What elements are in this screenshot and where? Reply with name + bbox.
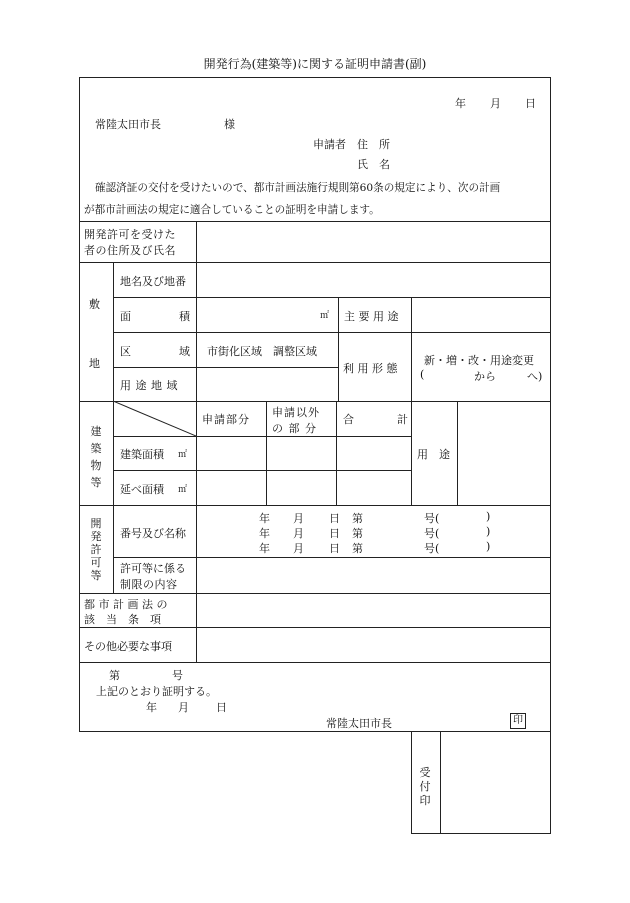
row-close: )	[486, 510, 491, 523]
site-vertical-label-1: 敷	[89, 298, 100, 311]
main-use-label: 主 要 用 途	[344, 310, 399, 323]
cert-signer: 常陸太田市長	[326, 717, 392, 730]
floor-area-label: 延べ面積	[120, 483, 164, 496]
cert-month: 月	[178, 701, 189, 714]
place-label: 地名及び地番	[120, 275, 186, 288]
col-total-2: 計	[397, 413, 408, 426]
area-unit: ㎡	[320, 311, 330, 321]
date-year: 年	[455, 97, 466, 110]
cert-go: 号	[172, 669, 183, 682]
applicant-label: 申請者	[313, 138, 346, 151]
row-day: 日	[329, 527, 340, 540]
seal-box: 印	[510, 713, 526, 729]
building-use-label: 用 途	[417, 448, 450, 461]
cert-year: 年	[146, 701, 157, 714]
row-go: 号(	[424, 512, 440, 525]
permit-holder-label-2: 者の住所及び氏名	[84, 244, 176, 257]
date-month: 月	[490, 97, 501, 110]
row-go: 号(	[424, 527, 440, 540]
cert-day: 日	[216, 701, 227, 714]
row-dai: 第	[352, 542, 363, 555]
land-use-open: (	[420, 368, 425, 381]
building-area-unit: ㎡	[178, 450, 188, 460]
row-month: 月	[293, 542, 304, 555]
city-plan-law-label-2: 該 当 条 項	[84, 613, 161, 626]
addressee: 常陸太田市長	[95, 118, 161, 131]
dev-permit-vertical-label: 開発許可等	[90, 517, 102, 582]
use-zone-label: 用 途 地 域	[120, 379, 178, 392]
zone-label-1: 区	[120, 345, 131, 358]
row-day: 日	[329, 512, 340, 525]
land-use-close: へ)	[527, 370, 543, 383]
row-month: 月	[293, 512, 304, 525]
restriction-label-2: 制限の内容	[120, 578, 178, 591]
zone-value: 市街化区域 調整区域	[207, 345, 317, 358]
row-dai: 第	[352, 527, 363, 540]
restriction-label-1: 許可等に係る	[120, 562, 186, 575]
row-year: 年	[259, 542, 270, 555]
building-vertical-label: 建築物等	[90, 425, 102, 489]
form-title: 開発行為(建築等)に関する証明申請書(副)	[203, 57, 427, 71]
land-use-label: 利 用 形 態	[343, 362, 398, 375]
diagonal-line	[113, 401, 196, 436]
receipt-box	[411, 731, 551, 834]
permit-holder-label-1: 開発許可を受けた	[84, 228, 176, 241]
cert-statement: 上記のとおり証明する。	[96, 685, 217, 698]
row-close: )	[486, 540, 491, 553]
row-close: )	[486, 525, 491, 538]
row-month: 月	[293, 527, 304, 540]
number-label: 番号及び名称	[120, 527, 186, 540]
col-applied: 申請部分	[202, 413, 250, 426]
name-label: 氏 名	[357, 158, 390, 171]
row-dai: 第	[352, 512, 363, 525]
row-year: 年	[259, 527, 270, 540]
area-label-1: 面	[120, 310, 131, 323]
other-label: その他必要な事項	[84, 640, 172, 653]
col-other-1: 申請以外	[272, 406, 320, 419]
zone-label-2: 域	[179, 345, 190, 358]
body-line-1: 確認済証の交付を受けたいので、都市計画法施行規則第60条の規定により、次の計画	[95, 182, 501, 194]
row-year: 年	[259, 512, 270, 525]
receipt-label: 受付印	[419, 766, 431, 807]
body-line-2: が都市計画法の規定に適合していることの証明を申請します。	[84, 204, 380, 216]
floor-area-unit: ㎡	[178, 485, 188, 495]
address-label: 住 所	[357, 138, 390, 151]
col-total-1: 合	[343, 413, 354, 426]
building-area-label: 建築面積	[120, 448, 164, 461]
city-plan-law-label-1: 都 市 計 画 法 の	[84, 598, 168, 611]
site-vertical-label-2: 地	[89, 357, 100, 370]
cert-dai: 第	[109, 669, 120, 682]
col-other-2: の 部 分	[272, 422, 317, 435]
land-use-from: から	[474, 370, 496, 383]
honorific: 様	[224, 118, 235, 131]
date-day: 日	[525, 97, 536, 110]
area-label-2: 積	[179, 310, 190, 323]
row-go: 号(	[424, 542, 440, 555]
row-day: 日	[329, 542, 340, 555]
land-use-value-1: 新・増・改・用途変更	[424, 354, 534, 367]
